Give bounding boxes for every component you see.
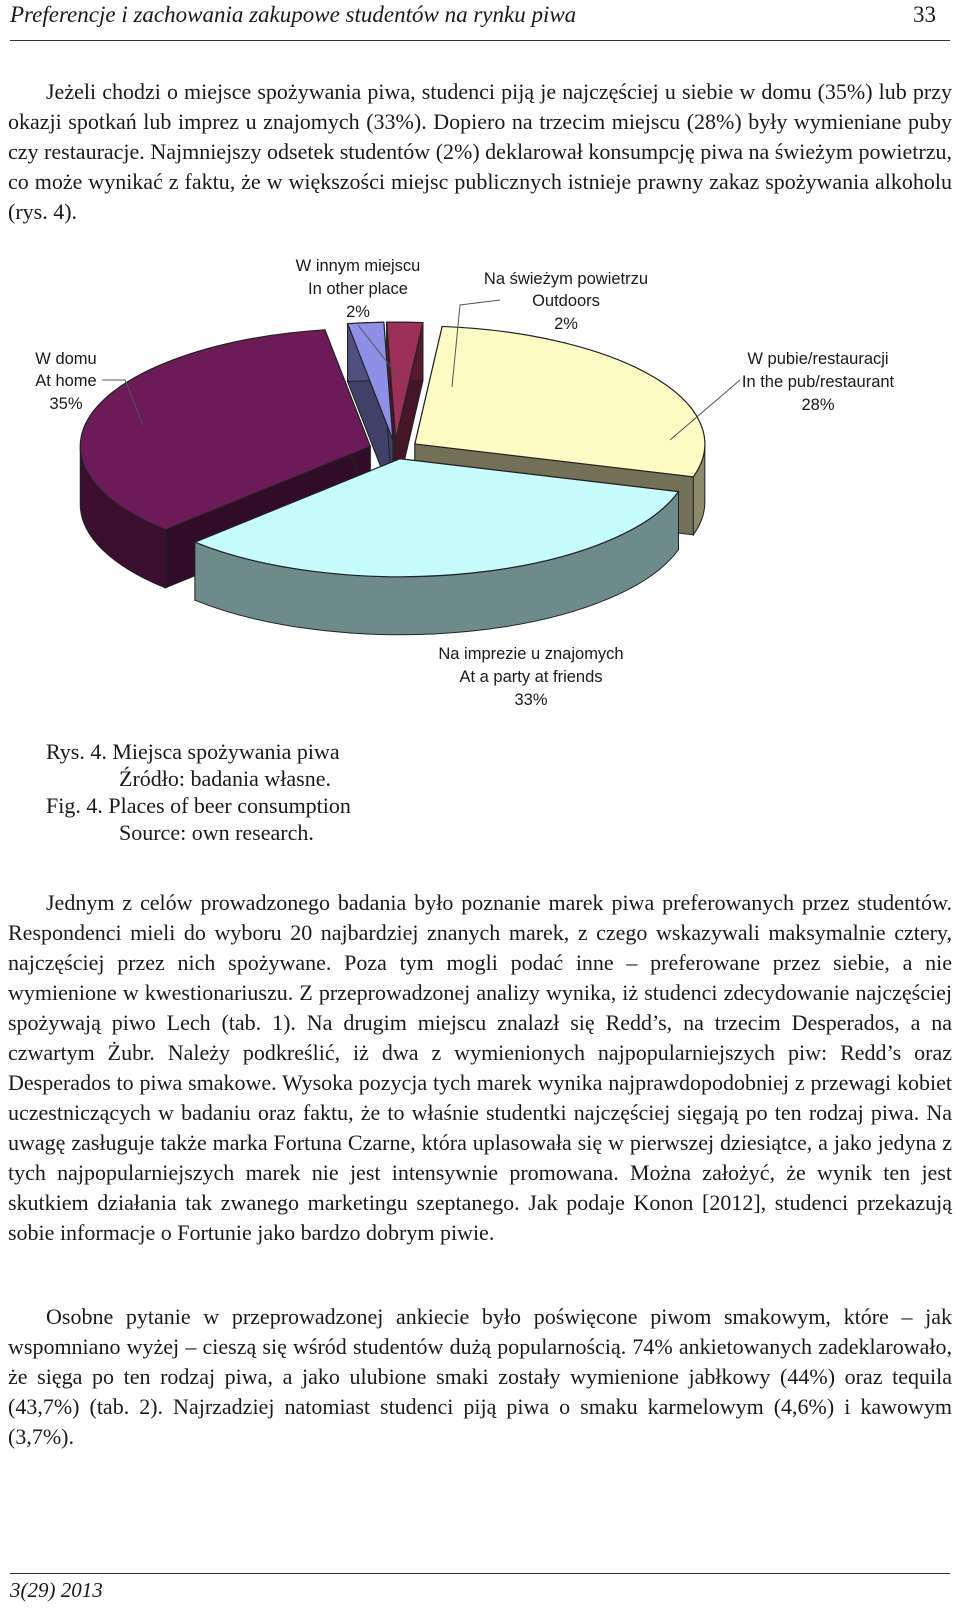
issue-number: 3(29) 2013 [10,1578,103,1602]
pie-label-in-the-pub-restaurant-pl: W pubie/restauracji [747,350,889,368]
pie-label-outdoors-percent: 2% [554,315,578,333]
caption-pl-number: Rys. 4. [46,739,107,764]
pie-label-in-the-pub-restaurant-en: In the pub/restaurant [741,373,895,391]
pie-label-at-home-pl: W domu [35,350,97,368]
running-title: Preferencje i zachowania zakupowe studentów na rynku piwa [10,2,577,27]
caption-en-title: Places of beer consumption [108,793,351,818]
pie-label-in-the-pub-restaurant-percent: 28% [801,396,835,414]
pie-label-in-other-place-percent: 2% [346,303,370,321]
pie-label-at-a-party-at-friends-en: At a party at friends [459,668,603,686]
paragraph-flavoured: Osobne pytanie w przeprowadzonej ankiecie było poświęcone piwom smakowym, które – jak wspomniano wyżej – cieszą się wśród studentów dużą popularnością. 74% ankietowanych zadeklarowało, że sięga po ten rodzaj piwa, a jako ulubione smaki zostały wymienione jabłkowy (44%) oraz tequila (43,7%) (tab. 2). Najrzadziej natomiast studenci piją piwa o smaku karmelowym (4,6%) i kawowym (3,7%). [8,1304,952,1449]
caption-en [46,792,351,819]
pie-label-outdoors-en: Outdoors [532,292,600,310]
pie-chart-svg [0,245,960,745]
pie-chart [0,245,960,745]
paragraph-brands: Jednym z celów prowadzonego badania było poznanie marek piwa preferowanych przez studentów. Respondenci mieli do wyboru 20 najbardziej znanych marek, z czego wskazywali maksymalnie cztery, najczęściej przez nich spożywane. Poza tym mogli podać inne – preferowane przez siebie, a nie wymienione w kwestionariuszu. Z przeprowadzonej analizy wynika, iż studenci zdecydowanie najczęściej spożywają piwo Lech (tab. 1). Na drugim miejscu znalazł się Redd’s, na trzecim Desperados, a na czwartym Żubr. Należy podkreślić, iż dwa z wymienionych najpopularniejszych piw: Redd’s oraz Desperados to piwa smakowe. Wysoka pozycja tych marek wynika najprawdopodobniej z przewagi kobiet uczestniczących w badaniu oraz faktu, że to właśnie studentki najczęściej sięgają po ten rodzaj piwa. Na uwagę zasługuje także marka Fortuna Czarne, która uplasowała się w pierwszej dziesiątce, a jako jedyna z tych najpopularniejszych marek nie jest intensywnie promowana. Można założyć, że wynik ten jest skutkiem działania tak zwanego marketingu szeptanego. Jak podaje Konon [2012], studenci przekazują sobie informacje o Fortunie jako bardzo dobrym piwie. [8,890,952,1245]
pie-label-in-other-place-en: In other place [308,280,408,298]
page-number: 33 [913,2,936,27]
pie-label-at-a-party-at-friends-pl: Na imprezie u znajomych [438,645,624,663]
pie-label-at-home-percent: 35% [49,395,83,413]
pie-label-outdoors-pl: Na świeżym powietrzu [483,270,649,288]
caption-pl-source: Źródło: badania własne. [119,766,331,791]
figure-caption [46,738,351,846]
caption-en-number: Fig. 4. [46,793,103,818]
pie-label-at-a-party-at-friends-percent: 33% [514,691,548,709]
pie-label-at-home-en: At home [35,372,97,390]
running-header [10,0,950,41]
caption-en-source: Source: own research. [119,820,314,845]
pie-label-in-other-place-pl: W innym miejscu [295,257,421,275]
page-footer [10,1573,950,1602]
caption-pl [46,738,351,765]
caption-pl-title: Miejsca spożywania piwa [112,739,340,764]
paragraph-intro: Jeżeli chodzi o miejsce spożywania piwa, studenci piją je najczęściej u siebie w domu (35%) lub przy okazji spotkań lub imprez u znajomych (33%). Dopiero na trzecim miejscu (28%) były wymieniane puby czy restauracje. Najmniejszy odsetek studentów (2%) deklarował konsumpcję piwa na świeżym powietrzu, co może wynikać z faktu, że w większości miejsc publicznych istnieje prawny zakaz spożywania alkoholu (rys. 4). [8,79,952,224]
